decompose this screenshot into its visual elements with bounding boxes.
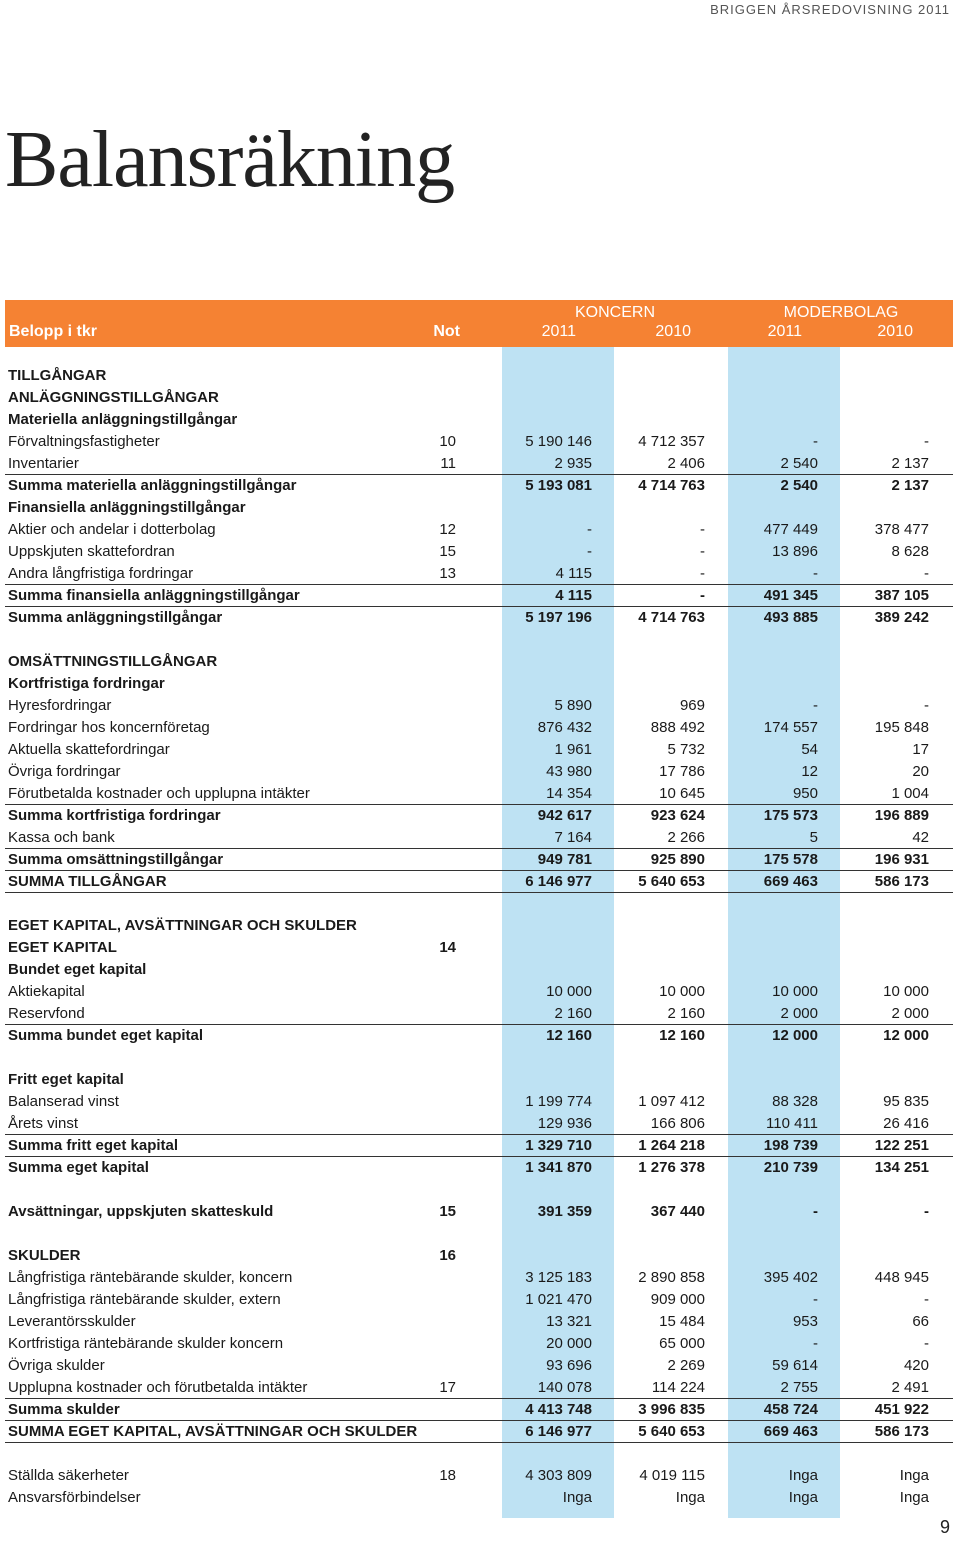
koncern-2011-value: 5 190 146 bbox=[525, 433, 592, 450]
table-row bbox=[5, 1201, 953, 1223]
moderbolag-2010-value: Inga bbox=[899, 1467, 929, 1484]
table-row bbox=[5, 1465, 953, 1487]
moderbolag-2010-value: 42 bbox=[912, 829, 929, 846]
moderbolag-2011-value: Inga bbox=[788, 1489, 818, 1506]
moderbolag-2010-value: 196 931 bbox=[874, 851, 929, 868]
koncern-2010-value: 2 890 858 bbox=[638, 1269, 705, 1286]
table-row bbox=[5, 761, 953, 783]
moderbolag-2011-value: 2 540 bbox=[780, 477, 818, 494]
koncern-2011-value: 13 321 bbox=[546, 1313, 592, 1330]
table-row bbox=[5, 563, 953, 585]
row-label: Ställda säkerheter bbox=[8, 1467, 129, 1484]
koncern-2011-value: 4 303 809 bbox=[525, 1467, 592, 1484]
koncern-2011-value: 4 115 bbox=[555, 587, 592, 604]
row-label: Hyresfordringar bbox=[8, 697, 112, 714]
table-row bbox=[5, 1399, 953, 1421]
row-label: Summa kortfristiga fordringar bbox=[8, 807, 221, 824]
koncern-2011-value: 942 617 bbox=[537, 807, 592, 824]
moderbolag-2011-value: 12 bbox=[801, 763, 818, 780]
row-label: Långfristiga räntebärande skulder, extern bbox=[8, 1291, 281, 1308]
table-row bbox=[5, 871, 953, 893]
row-label: ANLÄGGNINGSTILLGÅNGAR bbox=[8, 389, 219, 406]
table-row bbox=[5, 1025, 953, 1047]
table-row bbox=[5, 1355, 953, 1377]
koncern-2010-value: 4 019 115 bbox=[639, 1467, 705, 1484]
page-number: 9 bbox=[939, 1517, 950, 1537]
table-row bbox=[5, 1377, 953, 1399]
moderbolag-2011-value: 174 557 bbox=[763, 719, 818, 736]
note-ref: 15 bbox=[439, 543, 456, 560]
row-label: Materiella anläggningstillgångar bbox=[8, 411, 238, 428]
koncern-2011-value: 391 359 bbox=[537, 1203, 592, 1220]
moderbolag-2010-value: 10 000 bbox=[883, 983, 929, 1000]
table-row bbox=[5, 629, 953, 651]
row-label: EGET KAPITAL bbox=[8, 939, 117, 956]
koncern-2010-value: 12 160 bbox=[659, 1027, 705, 1044]
koncern-2010-value: 925 890 bbox=[650, 851, 705, 868]
moderbolag-2010-value: 451 922 bbox=[874, 1401, 929, 1418]
table-row bbox=[5, 585, 953, 607]
koncern-2010-value: 166 806 bbox=[650, 1115, 705, 1132]
moderbolag-2010-value: 2 000 bbox=[891, 1005, 929, 1022]
koncern-2010-value: 1 097 412 bbox=[638, 1093, 705, 1110]
row-label: Aktuella skattefordringar bbox=[8, 741, 170, 758]
table-row bbox=[5, 1289, 953, 1311]
moderbolag-2011-value: 493 885 bbox=[763, 609, 818, 626]
koncern-2011-value: 6 146 977 bbox=[525, 873, 592, 890]
table-row bbox=[5, 1069, 953, 1091]
koncern-2010-value: 2 160 bbox=[667, 1005, 705, 1022]
row-label: Inventarier bbox=[8, 455, 79, 472]
table-row bbox=[5, 607, 953, 629]
row-label: Övriga fordringar bbox=[8, 763, 121, 780]
moderbolag-2011-value: - bbox=[813, 1335, 818, 1352]
row-label: Upplupna kostnader och förutbetalda intäkter bbox=[8, 1379, 308, 1396]
note-ref: 15 bbox=[439, 1203, 456, 1220]
table-row bbox=[5, 541, 953, 563]
koncern-2010-value: 888 492 bbox=[650, 719, 705, 736]
moderbolag-2011-value: 669 463 bbox=[763, 873, 818, 890]
koncern-2011-value: 876 432 bbox=[537, 719, 592, 736]
koncern-2011-value: 5 193 081 bbox=[525, 477, 592, 494]
row-label: Förutbetalda kostnader och upplupna intäkter bbox=[8, 785, 310, 802]
row-label: EGET KAPITAL, AVSÄTTNINGAR OCH SKULDER bbox=[8, 917, 357, 934]
moderbolag-2011-value: 477 449 bbox=[763, 521, 818, 538]
table-row bbox=[5, 1091, 953, 1113]
row-label: Ansvarsförbindelser bbox=[8, 1489, 141, 1506]
moderbolag-2011-value: 669 463 bbox=[763, 1423, 818, 1440]
note-ref: 17 bbox=[439, 1379, 456, 1396]
moderbolag-2010-value: 389 242 bbox=[874, 609, 929, 626]
moderbolag-2011-value: 395 402 bbox=[763, 1269, 818, 1286]
row-label: Kortfristiga räntebärande skulder koncern bbox=[8, 1335, 284, 1352]
koncern-2010-value: 2 266 bbox=[667, 829, 705, 846]
koncern-2010-value: 4 712 357 bbox=[638, 433, 705, 450]
table-row bbox=[5, 717, 953, 739]
koncern-2011-value: 1 199 774 bbox=[525, 1093, 592, 1110]
moderbolag-2011-value: 2 000 bbox=[780, 1005, 818, 1022]
table-row bbox=[5, 475, 953, 497]
moderbolag-2010-value: 387 105 bbox=[874, 587, 929, 604]
note-ref: 12 bbox=[439, 521, 456, 538]
table-row bbox=[5, 1421, 953, 1443]
table-row bbox=[5, 783, 953, 805]
table-row bbox=[5, 827, 953, 849]
moderbolag-2011-value: 10 000 bbox=[772, 983, 818, 1000]
row-label: Balanserad vinst bbox=[8, 1093, 119, 1110]
row-label: Fordringar hos koncernföretag bbox=[8, 719, 210, 736]
table-row bbox=[5, 1179, 953, 1201]
row-label: Aktier och andelar i dotterbolag bbox=[8, 521, 216, 538]
moderbolag-2011-value: 210 739 bbox=[763, 1159, 818, 1176]
table-row bbox=[5, 1113, 953, 1135]
moderbolag-2011-value: 59 614 bbox=[772, 1357, 818, 1374]
koncern-2010-value: 1 276 378 bbox=[638, 1159, 705, 1176]
moderbolag-2010-value: 17 bbox=[912, 741, 929, 758]
koncern-2011-value: 140 078 bbox=[537, 1379, 592, 1396]
row-label: Avsättningar, uppskjuten skatteskuld bbox=[8, 1203, 274, 1220]
table-row bbox=[5, 849, 953, 871]
koncern-2011-value: 43 980 bbox=[546, 763, 592, 780]
note-ref: 11 bbox=[440, 455, 456, 472]
koncern-2010-value: 923 624 bbox=[650, 807, 705, 824]
note-ref: 14 bbox=[439, 939, 456, 956]
koncern-2010-value: 2 406 bbox=[667, 455, 705, 472]
moderbolag-2011-value: 491 345 bbox=[763, 587, 818, 604]
table-row bbox=[5, 387, 953, 409]
moderbolag-2010-value: 2 491 bbox=[891, 1379, 929, 1396]
row-label: TILLGÅNGAR bbox=[8, 367, 107, 384]
row-label: Summa materiella anläggningstillgångar bbox=[8, 477, 297, 494]
row-label: Övriga skulder bbox=[8, 1357, 105, 1374]
row-label: Kortfristiga fordringar bbox=[8, 675, 165, 692]
moderbolag-2010-value: 2 137 bbox=[891, 477, 929, 494]
moderbolag-2010-value: - bbox=[924, 1291, 929, 1308]
table-row bbox=[5, 431, 953, 453]
header-moderbolag-2011: 2011 bbox=[767, 323, 802, 340]
header-moderbolag-2010: 2010 bbox=[877, 323, 913, 340]
row-label: Fritt eget kapital bbox=[8, 1071, 124, 1088]
moderbolag-2010-value: 12 000 bbox=[883, 1027, 929, 1044]
moderbolag-2010-value: - bbox=[924, 433, 929, 450]
row-label: Leverantörsskulder bbox=[8, 1313, 136, 1330]
koncern-2010-value: 5 640 653 bbox=[638, 1423, 705, 1440]
koncern-2010-value: 17 786 bbox=[659, 763, 705, 780]
moderbolag-2010-value: 8 628 bbox=[891, 543, 929, 560]
row-label: Bundet eget kapital bbox=[8, 961, 147, 978]
moderbolag-2011-value: 13 896 bbox=[772, 543, 818, 560]
koncern-2010-value: - bbox=[700, 521, 705, 538]
row-label: Uppskjuten skattefordran bbox=[8, 543, 175, 560]
table-row bbox=[5, 1135, 953, 1157]
koncern-2011-value: 14 354 bbox=[546, 785, 592, 802]
row-label: Summa omsättningstillgångar bbox=[8, 851, 224, 868]
moderbolag-2010-value: - bbox=[924, 565, 929, 582]
header-belopp-label: Belopp i tkr bbox=[9, 323, 98, 340]
table-row bbox=[5, 409, 953, 431]
moderbolag-2011-value: - bbox=[813, 697, 818, 714]
row-label: Kassa och bank bbox=[8, 829, 115, 846]
koncern-2011-value: 2 935 bbox=[554, 455, 592, 472]
moderbolag-2010-value: 2 137 bbox=[891, 455, 929, 472]
table-row bbox=[5, 1157, 953, 1179]
moderbolag-2011-value: - bbox=[813, 1203, 818, 1220]
moderbolag-2011-value: - bbox=[813, 565, 818, 582]
table-row bbox=[5, 1003, 953, 1025]
table-row bbox=[5, 1311, 953, 1333]
moderbolag-2011-value: 458 724 bbox=[763, 1401, 818, 1418]
note-ref: 18 bbox=[439, 1467, 456, 1484]
page-title: Balansräkning bbox=[5, 116, 455, 204]
row-label: Summa finansiella anläggningstillgångar bbox=[8, 587, 300, 604]
row-label: Finansiella anläggningstillgångar bbox=[8, 499, 246, 516]
table-row bbox=[5, 695, 953, 717]
moderbolag-2010-value: 20 bbox=[912, 763, 929, 780]
koncern-2011-value: 5 890 bbox=[554, 697, 592, 714]
table-row bbox=[5, 937, 953, 959]
table-row bbox=[5, 915, 953, 937]
table-row bbox=[5, 651, 953, 673]
koncern-2011-value: 1 961 bbox=[554, 741, 592, 758]
koncern-2010-value: - bbox=[700, 565, 705, 582]
koncern-2010-value: 969 bbox=[679, 697, 705, 714]
header-not-label: Not bbox=[433, 323, 460, 340]
koncern-2010-value: 10 000 bbox=[659, 983, 705, 1000]
moderbolag-2010-value: 134 251 bbox=[874, 1159, 929, 1176]
koncern-2011-value: 949 781 bbox=[537, 851, 592, 868]
row-label: Summa bundet eget kapital bbox=[8, 1027, 204, 1044]
koncern-2011-value: 1 329 710 bbox=[525, 1137, 592, 1154]
koncern-2011-value: 20 000 bbox=[546, 1335, 592, 1352]
row-label: Årets vinst bbox=[8, 1115, 79, 1132]
koncern-2010-value: - bbox=[700, 543, 705, 560]
row-label: SUMMA TILLGÅNGAR bbox=[8, 873, 167, 890]
koncern-2010-value: 65 000 bbox=[659, 1335, 705, 1352]
koncern-2011-value: 1 021 470 bbox=[525, 1291, 592, 1308]
table-row bbox=[5, 673, 953, 695]
moderbolag-2010-value: 1 004 bbox=[891, 785, 929, 802]
row-label: Förvaltningsfastigheter bbox=[8, 433, 160, 450]
row-label: Långfristiga räntebärande skulder, koncern bbox=[8, 1269, 293, 1286]
koncern-2011-value: 2 160 bbox=[554, 1005, 592, 1022]
moderbolag-2011-value: - bbox=[813, 433, 818, 450]
header-koncern-2011: 2011 bbox=[541, 323, 576, 340]
moderbolag-2011-value: 110 411 bbox=[766, 1115, 818, 1132]
table-row bbox=[5, 739, 953, 761]
table-row bbox=[5, 981, 953, 1003]
table-row bbox=[5, 1333, 953, 1355]
header-moderbolag-label: MODERBOLAG bbox=[783, 304, 899, 321]
koncern-2010-value: 114 224 bbox=[651, 1379, 705, 1396]
koncern-2010-value: 367 440 bbox=[650, 1203, 705, 1220]
row-label: Reservfond bbox=[8, 1005, 85, 1022]
koncern-2010-value: 10 645 bbox=[659, 785, 705, 802]
koncern-2011-value: 7 164 bbox=[554, 829, 592, 846]
moderbolag-2011-value: - bbox=[813, 1291, 818, 1308]
koncern-2010-value: 909 000 bbox=[650, 1291, 705, 1308]
moderbolag-2010-value: - bbox=[924, 1335, 929, 1352]
koncern-2011-value: 1 341 870 bbox=[525, 1159, 592, 1176]
koncern-2011-value: - bbox=[587, 543, 592, 560]
note-ref: 13 bbox=[439, 565, 456, 582]
moderbolag-2011-value: 88 328 bbox=[772, 1093, 818, 1110]
moderbolag-2010-value: 26 416 bbox=[883, 1115, 929, 1132]
koncern-2011-value: 12 160 bbox=[546, 1027, 592, 1044]
moderbolag-2011-value: 198 739 bbox=[763, 1137, 818, 1154]
row-label: OMSÄTTNINGSTILLGÅNGAR bbox=[8, 653, 218, 670]
koncern-2010-value: 5 732 bbox=[667, 741, 705, 758]
moderbolag-2010-value: 586 173 bbox=[874, 1423, 929, 1440]
moderbolag-2011-value: 953 bbox=[792, 1313, 818, 1330]
table-row bbox=[5, 1443, 953, 1465]
table-row bbox=[5, 959, 953, 981]
koncern-2011-value: - bbox=[587, 521, 592, 538]
header-koncern-2010: 2010 bbox=[655, 323, 691, 340]
moderbolag-2010-value: - bbox=[924, 1203, 929, 1220]
moderbolag-2010-value: 420 bbox=[903, 1357, 929, 1374]
koncern-2010-value: 5 640 653 bbox=[638, 873, 705, 890]
koncern-2010-value: 15 484 bbox=[659, 1313, 705, 1330]
moderbolag-2010-value: 586 173 bbox=[874, 873, 929, 890]
row-label: Summa skulder bbox=[8, 1401, 120, 1418]
table-row bbox=[5, 893, 953, 915]
row-label: Aktiekapital bbox=[8, 983, 85, 1000]
moderbolag-2010-value: - bbox=[924, 697, 929, 714]
moderbolag-2010-value: 66 bbox=[912, 1313, 929, 1330]
moderbolag-2011-value: 2 755 bbox=[780, 1379, 818, 1396]
row-label: SUMMA EGET KAPITAL, AVSÄTTNINGAR OCH SKULDER bbox=[8, 1423, 418, 1440]
table-row bbox=[5, 365, 953, 387]
moderbolag-2010-value: 378 477 bbox=[874, 521, 929, 538]
table-header bbox=[5, 300, 953, 347]
moderbolag-2011-value: 175 578 bbox=[763, 851, 818, 868]
moderbolag-2010-value: 196 889 bbox=[874, 807, 929, 824]
moderbolag-2010-value: 448 945 bbox=[874, 1269, 929, 1286]
koncern-2010-value: 1 264 218 bbox=[638, 1137, 705, 1154]
koncern-2011-value: 93 696 bbox=[546, 1357, 592, 1374]
table-row bbox=[5, 1245, 953, 1267]
koncern-2011-value: 4 413 748 bbox=[525, 1401, 592, 1418]
row-label: SKULDER bbox=[8, 1247, 81, 1264]
row-label: Summa eget kapital bbox=[8, 1159, 149, 1176]
note-ref: 10 bbox=[439, 433, 456, 450]
note-ref: 16 bbox=[439, 1247, 456, 1264]
moderbolag-2011-value: 175 573 bbox=[763, 807, 818, 824]
table-row bbox=[5, 497, 953, 519]
moderbolag-2010-value: 122 251 bbox=[874, 1137, 929, 1154]
moderbolag-2011-value: Inga bbox=[788, 1467, 818, 1484]
table-row bbox=[5, 805, 953, 827]
koncern-2010-value: 4 714 763 bbox=[638, 477, 705, 494]
table-row bbox=[5, 1487, 953, 1509]
table-row bbox=[5, 453, 953, 475]
moderbolag-2010-value: Inga bbox=[899, 1489, 929, 1506]
table-row bbox=[5, 1267, 953, 1289]
koncern-2011-value: Inga bbox=[562, 1489, 592, 1506]
row-label: Summa fritt eget kapital bbox=[8, 1137, 179, 1154]
table-row bbox=[5, 1047, 953, 1069]
koncern-2010-value: - bbox=[700, 587, 705, 604]
koncern-2010-value: 3 996 835 bbox=[638, 1401, 705, 1418]
koncern-2011-value: 3 125 183 bbox=[525, 1269, 592, 1286]
moderbolag-2011-value: 5 bbox=[809, 829, 818, 846]
koncern-2011-value: 129 936 bbox=[537, 1115, 592, 1132]
header-koncern-label: KONCERN bbox=[574, 304, 655, 321]
moderbolag-2011-value: 2 540 bbox=[780, 455, 818, 472]
koncern-2011-value: 10 000 bbox=[546, 983, 592, 1000]
koncern-2011-value: 4 115 bbox=[555, 565, 592, 582]
koncern-2011-value: 5 197 196 bbox=[525, 609, 592, 626]
balance-sheet-table bbox=[5, 365, 953, 1509]
running-header: BRIGGEN ÅRSREDOVISNING 2011 bbox=[710, 2, 950, 17]
moderbolag-2011-value: 12 000 bbox=[772, 1027, 818, 1044]
row-label: Andra långfristiga fordringar bbox=[8, 565, 194, 582]
koncern-2010-value: 4 714 763 bbox=[638, 609, 705, 626]
table-row bbox=[5, 519, 953, 541]
moderbolag-2011-value: 54 bbox=[801, 741, 818, 758]
table-row bbox=[5, 1223, 953, 1245]
moderbolag-2011-value: 950 bbox=[792, 785, 818, 802]
koncern-2010-value: Inga bbox=[675, 1489, 705, 1506]
moderbolag-2010-value: 195 848 bbox=[874, 719, 929, 736]
koncern-2010-value: 2 269 bbox=[667, 1357, 705, 1374]
koncern-2011-value: 6 146 977 bbox=[525, 1423, 592, 1440]
moderbolag-2010-value: 95 835 bbox=[883, 1093, 929, 1110]
row-label: Summa anläggningstillgångar bbox=[8, 609, 223, 626]
